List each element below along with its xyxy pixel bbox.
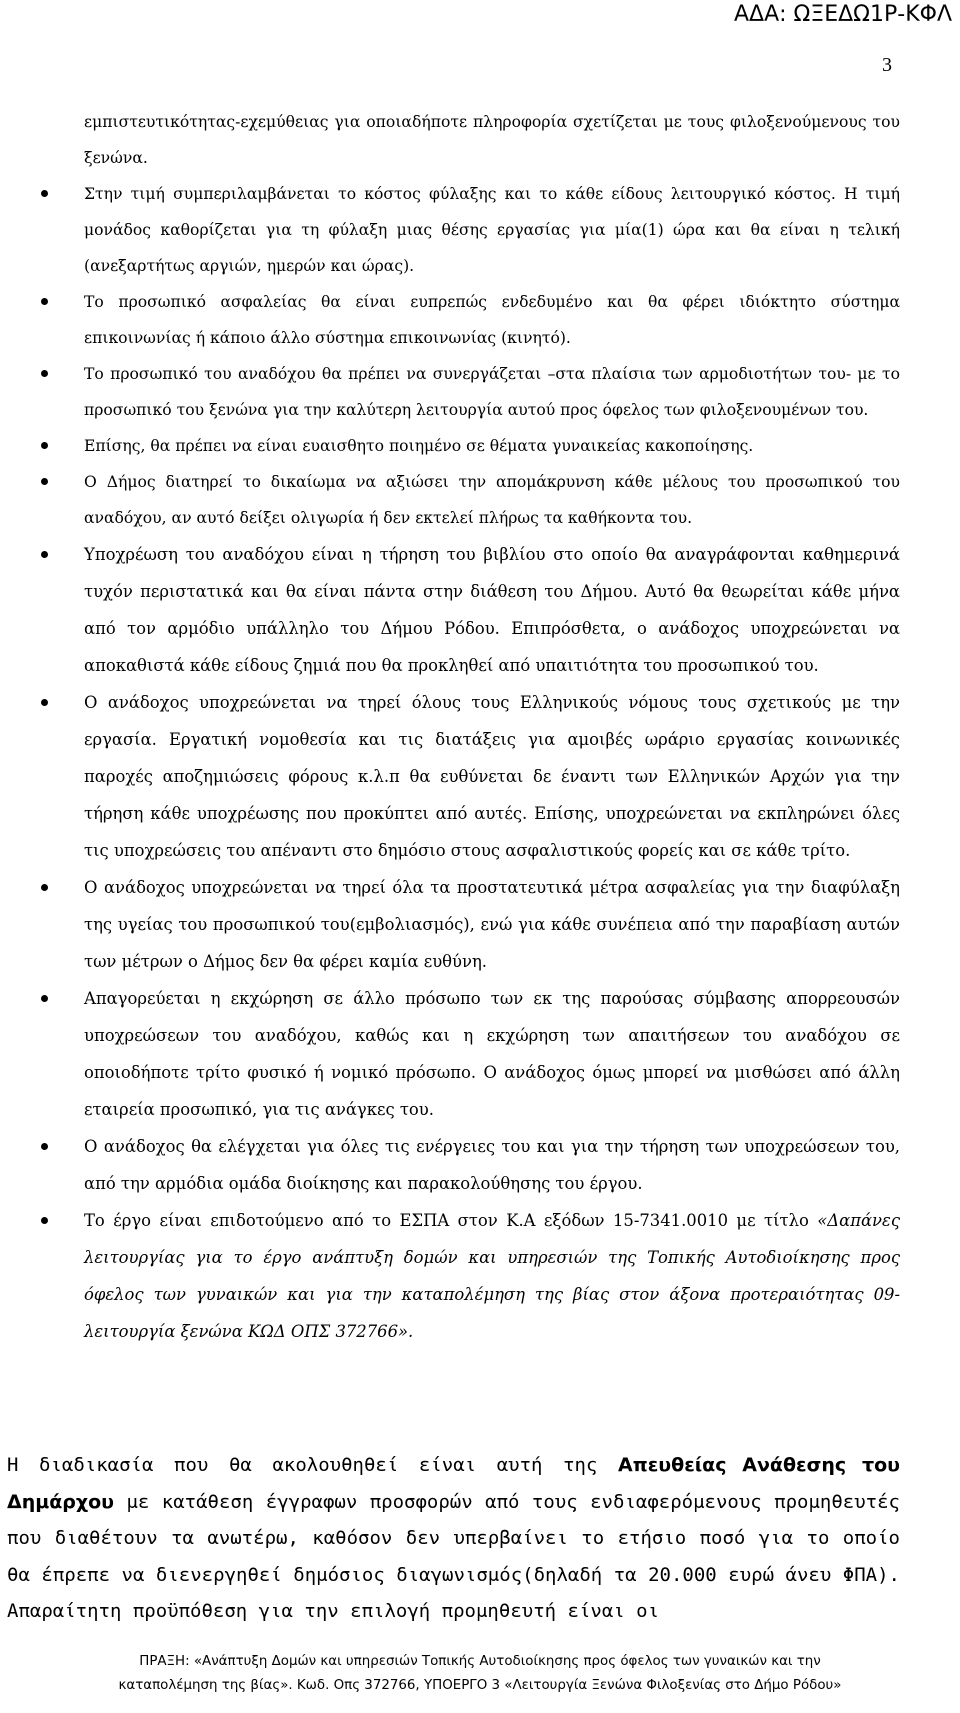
bullet-icon — [41, 428, 48, 464]
procedure-text-1: Η διαδικασία που θα ακολουθηθεί είναι αυτή της — [7, 1454, 618, 1476]
footer-line: καταπολέμηση της βίας». Κωδ. Οπς 372766, ΥΠΟΕΡΓΟ 3 «Λειτουργία Ξενώνα Φιλοξενίας στο Δήμο Ρόδου» — [118, 1678, 842, 1693]
list-item-text: Επίσης, θα πρέπει να είναι ευαισθητο ποιημένο σε θέματα γυναικείας κακοποίησης. — [84, 437, 754, 455]
bullet-icon — [41, 980, 48, 1017]
list-item — [0, 284, 960, 356]
list-item — [0, 176, 960, 284]
list-item — [0, 428, 960, 464]
list-item-text: Το έργο είναι επιδοτούμενο από το ΕΣΠΑ στον Κ.Α εξόδων 15-7341.0010 με τίτλο — [84, 1211, 818, 1230]
bullet-icon — [41, 1202, 48, 1239]
page-number: 3 — [882, 54, 892, 76]
list-item — [0, 1202, 960, 1350]
project-title: «Δαπάνες λειτουργίας για το έργο ανάπτυξη δομών και υπηρεσιών της Τοπικής Αυτοδιοίκησης προς όφελος των γυναικών και για την καταπολέμηση της βίας στον άξονα προτεραιότητας 09-λειτουργία ξενώνα ΚΩΔ ΟΠΣ 372766». — [84, 1211, 900, 1341]
list-item-text: Υποχρέωση του αναδόχου είναι η τήρηση του βιβλίου στο οποίο θα αναγράφονται καθημερινά τυχόν περιστατικά και θα είναι πάντα στην διάθεση του Δήμου. Αυτό θα θεωρείται κάθε μήνα από τον αρμόδιο υπάλληλο του Δήμου Ρόδου. Επιπρόσθετα, ο ανάδοχος υποχρεώνεται να αποκαθιστά κάθε είδους ζημιά που θα προκληθεί από υπαιτιότητα του προσωπικού του. — [84, 545, 900, 675]
list-item — [0, 684, 960, 869]
list-item-text: Στην τιμή συμπεριλαμβάνεται το κόστος φύλαξης και το κάθε είδους λειτουργικό κόστος. Η τιμή μονάδος καθορίζεται για τη φύλαξη μιας θέσης εργασίας για μία(1) ώρα και θα είναι η τελική (ανεξαρτήτως αργιών, ημερών και ώρας). — [84, 185, 900, 275]
ada-code: ΑΔΑ: ΩΞΕΔΩ1Ρ-ΚΦΛ — [733, 2, 952, 27]
requirements-list — [0, 104, 960, 1350]
list-item — [0, 1128, 960, 1202]
bullet-icon — [41, 464, 48, 500]
bullet-icon — [41, 869, 48, 906]
list-item-text: Το προσωπικό ασφαλείας θα είναι ευπρεπώς ενδεδυμένο και θα φέρει ιδιόκτητο σύστημα επικοινωνίας ή κάποιο άλλο σύστημα επικοινωνίας (κινητό). — [84, 293, 900, 347]
bullet-icon — [41, 1128, 48, 1165]
list-item-text: Ο Δήμος διατηρεί το δικαίωμα να αξιώσει την απομάκρυνση κάθε μέλους του προσωπικού του αναδόχου, αν αυτό δείξει ολιγωρία ή δεν εκτελεί πλήρως τα καθήκοντα του. — [84, 473, 900, 527]
list-item-text: Ο ανάδοχος υποχρεώνεται να τηρεί όλα τα προστατευτικά μέτρα ασφαλείας για την διαφύλαξη της υγείας του προσωπικού του(εμβολιασμός), ενώ για κάθε συνέπεια από την παραβίαση αυτών των μέτρων ο Δήμος δεν θα φέρει καμία ευθύνη. — [84, 878, 900, 971]
bullet-icon — [41, 284, 48, 320]
list-item — [0, 536, 960, 684]
list-item-text: Απαγορεύεται η εκχώρηση σε άλλο πρόσωπο των εκ της παρούσας σύμβασης απορρεουσών υποχρεώσεων του αναδόχου, καθώς και η εκχώρηση των απαιτήσεων του αναδόχου σε οποιοδήποτε τρίτο φυσικό ή νομικό πρόσωπο. Ο ανάδοχος όμως μπορεί να μισθώσει από άλλη εταιρεία προσωπικό, για τις ανάγκες του. — [84, 989, 900, 1119]
bullet-icon — [41, 356, 48, 392]
list-item — [0, 464, 960, 536]
list-item-text: Ο ανάδοχος υποχρεώνεται να τηρεί όλους τους Ελληνικούς νόμους τους σχετικούς με την εργασία. Εργατική νομοθεσία και τις διατάξεις για αμοιβές ωράριο εργασίας κοινωνικές παροχές αποζημιώσεις φόρους κ.λ.π θα ευθύνεται δε έναντι των Ελληνικών Αρχών για την τήρηση κάθε υποχρέωσης που προκύπτει από αυτές. Επίσης, υποχρεώνεται να εκπληρώνει όλες τις υποχρεώσεις του απέναντι στο δημόσιο στους ασφαλιστικούς φορείς και σε κάθε τρίτο. — [84, 693, 900, 860]
bullet-icon — [41, 176, 48, 212]
procedure-bold: Απευθείας Ανάθεσης του Δημάρχου — [7, 1454, 900, 1513]
list-item — [0, 356, 960, 428]
bullet-icon — [41, 536, 48, 573]
list-item-text: εμπιστευτικότητας-εχεμύθειας για οποιαδήποτε πληροφορία σχετίζεται με τους φιλοξενούμενους του ξενώνα. — [84, 113, 900, 167]
list-item — [0, 980, 960, 1128]
list-item — [0, 869, 960, 980]
bullet-icon — [41, 684, 48, 721]
list-item-text: Ο ανάδοχος θα ελέγχεται για όλες τις ενέργειες του και για την τήρηση των υποχρεώσεων του, από την αρμόδια ομάδα διοίκησης και παρακολούθησης του έργου. — [84, 1137, 900, 1193]
list-item-text: Το προσωπικό του αναδόχου θα πρέπει να συνεργάζεται –στα πλαίσια των αρμοδιοτήτων του- με το προσωπικό του ξενώνα για την καλύτερη λειτουργία αυτού προς όφελος των φιλοξενουμένων του. — [84, 365, 900, 419]
list-item — [0, 104, 960, 176]
procedure-text-2: με κατάθεση έγγραφων προσφορών από τους ενδιαφερόμενους προμηθευτές που διαθέτουν τα ανωτέρω, καθόσον δεν υπερβαίνει το ετήσιο ποσό για το οποίο θα έπρεπε να διενεργηθεί δημόσιος διαγωνισμός(δηλαδή τα 20.000 ευρώ άνευ ΦΠΑ). Απαραίτητη προϋπόθεση για την επιλογή προμηθευτή είναι οι — [7, 1490, 900, 1622]
page-footer — [0, 1650, 960, 1698]
procedure-paragraph — [7, 1447, 900, 1630]
footer-line: ΠΡΑΞΗ: «Ανάπτυξη Δομών και υπηρεσιών Τοπικής Αυτοδιοίκησης προς όφελος των γυναικών και την — [139, 1654, 821, 1669]
